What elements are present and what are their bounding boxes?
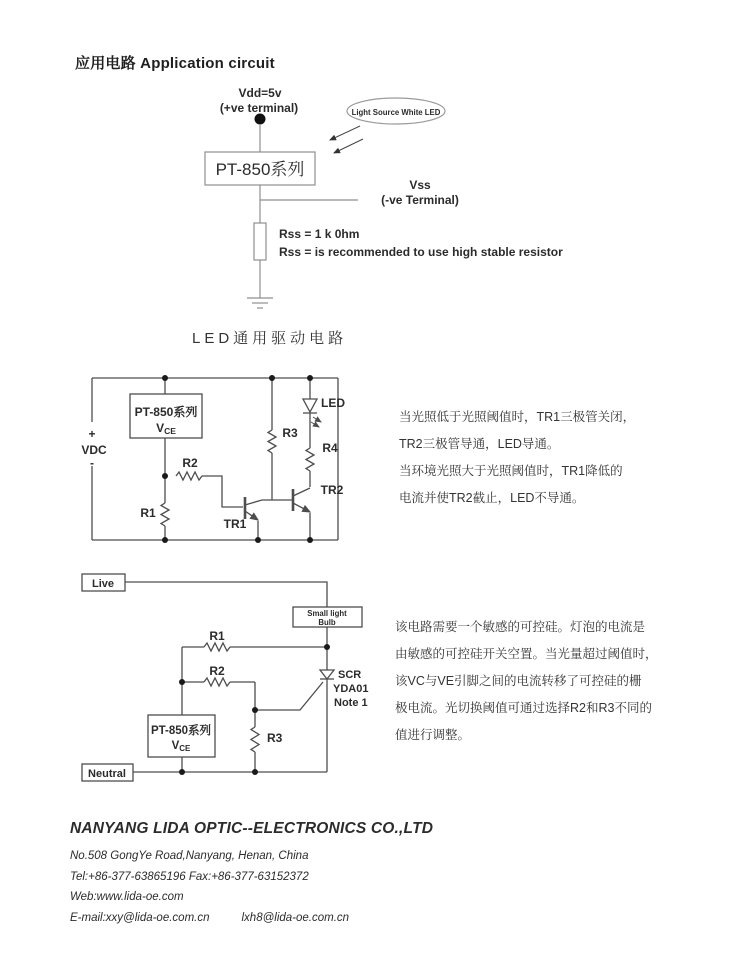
led-driver-heading: LED通用驱动电路 <box>192 330 348 347</box>
bulb-label-line2: Bulb <box>318 618 336 627</box>
ground-icon <box>247 298 273 308</box>
tr1-label: TR1 <box>223 517 247 531</box>
r2-resistor-icon <box>176 472 202 480</box>
tr2-label: TR2 <box>320 483 344 497</box>
r2-resistor-icon <box>204 678 230 686</box>
r1-label: R1 <box>209 629 225 643</box>
vss-sub-label: (-ve Terminal) <box>381 193 459 207</box>
desc-line: 该电路需要一个敏感的可控硅。灯泡的电流是 <box>395 620 646 634</box>
vss-label: Vss <box>409 178 431 192</box>
vce-label: VCE <box>156 421 176 436</box>
vdd-sub-label: (+ve terminal) <box>219 101 299 115</box>
scr-model-label: YDA01 <box>333 683 369 695</box>
light-arrows-icon <box>330 126 363 153</box>
vdc-label: VDC <box>81 443 107 457</box>
desc-line: 当环境光照大于光照阈值时，TR1降低的 <box>399 464 623 478</box>
tr1-transistor-icon <box>245 497 262 540</box>
led-label: LED <box>321 396 345 410</box>
vdd-label: Vdd=5v <box>238 86 282 100</box>
live-label: Live <box>91 578 115 590</box>
rss-resistor-icon <box>254 223 266 260</box>
r3-resistor-icon <box>268 430 276 453</box>
tr2-transistor-icon <box>293 488 310 540</box>
company-email-2: lxh8@lida-oe.com.cn <box>241 911 350 924</box>
page-title: 应用电路 Application circuit <box>75 55 275 72</box>
company-name: NANYANG LIDA OPTIC--ELECTRONICS CO.,LTD <box>70 820 434 837</box>
scr-label: SCR <box>338 669 362 681</box>
vce-label: VCE <box>171 740 191 753</box>
desc-line: 电流并使TR2截止，LED不导通。 <box>399 491 585 505</box>
company-email-line <box>70 908 433 929</box>
circuit2-wires <box>92 378 338 540</box>
application-circuit-diagram <box>0 80 563 330</box>
rss-note-label: Rss = is recommended to use high stable resistor <box>279 245 563 259</box>
desc-line: 由敏感的可控硅开关空置。当光量超过阈值时， <box>395 647 658 661</box>
company-address: No.508 GongYe Road,Nanyang, Henan, China <box>70 850 309 862</box>
bulb-label-line1: Small light <box>307 609 347 618</box>
sensor-box-label: PT-850系列 <box>215 160 305 179</box>
sensor-box-label: PT-850系列 <box>134 405 198 419</box>
desc-line: 值进行调整。 <box>395 728 471 742</box>
r2-label: R2 <box>182 456 198 470</box>
rss-value-label: Rss = 1 k 0hm <box>279 227 360 241</box>
vdc-minus-label: - <box>90 456 94 470</box>
r1-label: R1 <box>140 506 156 520</box>
led-icon <box>303 399 321 427</box>
scr-icon <box>320 670 334 679</box>
company-tel-fax: Tel:+86-377-63865196 Fax:+86-377-63152372 <box>70 870 309 883</box>
positive-terminal-dot <box>255 114 266 125</box>
company-footer <box>70 820 433 928</box>
r3-label: R3 <box>267 731 283 745</box>
desc-line: TR2三极管导通，LED导通。 <box>399 437 560 451</box>
r2-label: R2 <box>209 664 225 678</box>
r3-resistor-icon <box>251 727 259 752</box>
desc-line: 当光照低于光照阈值时，TR1三极管关闭， <box>399 410 636 424</box>
scr-note-label: Note 1 <box>334 697 368 709</box>
light-source-label: Light Source White LED <box>351 108 441 117</box>
r4-label: R4 <box>322 441 338 455</box>
company-web: Web:www.lida-oe.com <box>70 891 184 903</box>
vdc-plus-label: + <box>88 427 96 441</box>
r1-resistor-icon <box>161 503 169 526</box>
desc-line: 极电流。光切换阈值可通过选择R2和R3不同的 <box>395 701 652 715</box>
led-driver-description <box>399 404 734 512</box>
neutral-label: Neutral <box>88 768 126 780</box>
scr-circuit-description <box>395 614 740 749</box>
company-email-1: E-mail:xxy@lida-oe.com.cn <box>70 911 210 924</box>
r1-resistor-icon <box>204 643 230 651</box>
sensor-box-label: PT-850系列 <box>150 725 212 737</box>
r4-resistor-icon <box>306 448 314 471</box>
r3-label: R3 <box>282 426 298 440</box>
desc-line: 该VC与VE引脚之间的电流转移了可控硅的栅 <box>395 674 642 688</box>
